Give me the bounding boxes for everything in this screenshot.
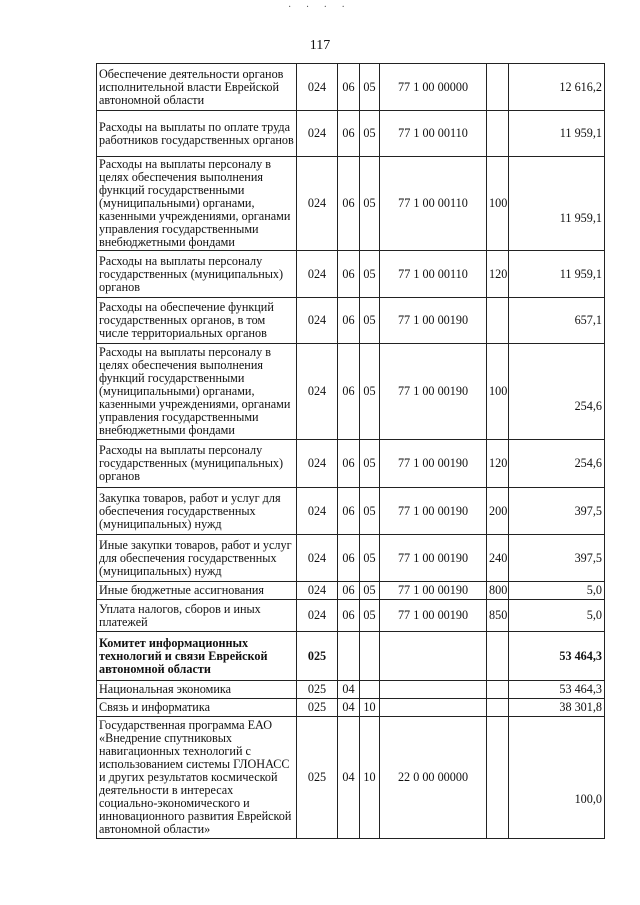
section-code: 04 [338, 681, 360, 699]
section-code: 06 [338, 251, 360, 298]
section-code: 06 [338, 64, 360, 111]
subsection-code: 10 [360, 699, 380, 717]
grbs-code: 024 [297, 64, 338, 111]
expense-type-code: 100 [487, 157, 509, 251]
row-name: Иные закупки товаров, работ и услуг для обеспечения государственных (муниципальных) нужд [97, 535, 297, 582]
expense-type-code: 100 [487, 344, 509, 440]
target-article-code: 77 1 00 00000 [380, 64, 487, 111]
section-code: 06 [338, 344, 360, 440]
subsection-code [360, 632, 380, 681]
amount: 11 959,1 [509, 157, 605, 251]
amount: 100,0 [509, 717, 605, 839]
section-code: 04 [338, 699, 360, 717]
section-code: 06 [338, 298, 360, 344]
target-article-code: 77 1 00 00190 [380, 298, 487, 344]
target-article-code: 77 1 00 00190 [380, 440, 487, 488]
expense-type-code: 850 [487, 600, 509, 632]
scan-artifact: · · · · [288, 2, 351, 13]
amount: 254,6 [509, 440, 605, 488]
row-name: Расходы на выплаты персоналу государственных (муниципальных) органов [97, 251, 297, 298]
target-article-code [380, 632, 487, 681]
amount: 53 464,3 [509, 681, 605, 699]
row-name: Связь и информатика [97, 699, 297, 717]
subsection-code [360, 681, 380, 699]
expense-type-code: 120 [487, 440, 509, 488]
section-code: 04 [338, 717, 360, 839]
subsection-code: 10 [360, 717, 380, 839]
section-code: 06 [338, 440, 360, 488]
subsection-code: 05 [360, 64, 380, 111]
expense-type-code [487, 681, 509, 699]
expense-type-code [487, 64, 509, 111]
section-code: 06 [338, 488, 360, 535]
target-article-code: 77 1 00 00110 [380, 111, 487, 157]
row-name: Национальная экономика [97, 681, 297, 699]
grbs-code: 025 [297, 717, 338, 839]
row-name: Расходы на выплаты персоналу государственных (муниципальных) органов [97, 440, 297, 488]
amount: 5,0 [509, 582, 605, 600]
target-article-code [380, 699, 487, 717]
expense-type-code [487, 632, 509, 681]
row-name: Закупка товаров, работ и услуг для обеспечения государственных (муниципальных) нужд [97, 488, 297, 535]
grbs-code: 024 [297, 111, 338, 157]
subsection-code: 05 [360, 111, 380, 157]
page-number: 117 [309, 38, 331, 53]
section-code: 06 [338, 535, 360, 582]
amount: 11 959,1 [509, 251, 605, 298]
target-article-code: 77 1 00 00110 [380, 251, 487, 298]
target-article-code: 77 1 00 00110 [380, 157, 487, 251]
expense-type-code: 800 [487, 582, 509, 600]
row-name: Комитет информационных технологий и связи Еврейской автономной области [97, 632, 297, 681]
amount: 5,0 [509, 600, 605, 632]
grbs-code: 024 [297, 582, 338, 600]
expense-type-code [487, 298, 509, 344]
expense-type-code: 120 [487, 251, 509, 298]
grbs-code: 024 [297, 344, 338, 440]
subsection-code: 05 [360, 582, 380, 600]
grbs-code: 024 [297, 488, 338, 535]
subsection-code: 05 [360, 157, 380, 251]
grbs-code: 024 [297, 298, 338, 344]
section-code: 06 [338, 600, 360, 632]
row-name: Расходы на обеспечение функций государственных органов, в том числе территориальных органов [97, 298, 297, 344]
subsection-code: 05 [360, 535, 380, 582]
subsection-code: 05 [360, 298, 380, 344]
section-code: 06 [338, 582, 360, 600]
expense-type-code [487, 717, 509, 839]
row-name: Государственная программа ЕАО «Внедрение спутниковых навигационных технологий с использованием системы ГЛОНАСС и других результатов космической деятельности в интересах социально-экономического и инновационного развития Еврейской автономной области» [97, 717, 297, 839]
subsection-code: 05 [360, 251, 380, 298]
grbs-code: 025 [297, 632, 338, 681]
section-code: 06 [338, 111, 360, 157]
row-name: Обеспечение деятельности органов исполнительной власти Еврейской автономной области [97, 64, 297, 111]
subsection-code: 05 [360, 488, 380, 535]
amount: 657,1 [509, 298, 605, 344]
amount: 397,5 [509, 488, 605, 535]
target-article-code: 77 1 00 00190 [380, 344, 487, 440]
budget-table [96, 63, 605, 839]
section-code: 06 [338, 157, 360, 251]
expense-type-code [487, 111, 509, 157]
target-article-code: 77 1 00 00190 [380, 600, 487, 632]
grbs-code: 024 [297, 440, 338, 488]
target-article-code: 77 1 00 00190 [380, 535, 487, 582]
grbs-code: 024 [297, 535, 338, 582]
subsection-code: 05 [360, 600, 380, 632]
target-article-code: 77 1 00 00190 [380, 488, 487, 535]
row-name: Расходы на выплаты персоналу в целях обеспечения выполнения функций государственными (муниципальными) органами, казенными учреждениями, органами управления государственными внебюджетными фондами [97, 157, 297, 251]
subsection-code: 05 [360, 344, 380, 440]
row-name: Расходы на выплаты по оплате труда работников государственных органов [97, 111, 297, 157]
grbs-code: 024 [297, 251, 338, 298]
row-name: Иные бюджетные ассигнования [97, 582, 297, 600]
row-name: Расходы на выплаты персоналу в целях обеспечения выполнения функций государственными (муниципальными) органами, казенными учреждениями, органами управления государственными внебюджетными фондами [97, 344, 297, 440]
expense-type-code: 200 [487, 488, 509, 535]
subsection-code: 05 [360, 440, 380, 488]
amount: 53 464,3 [509, 632, 605, 681]
amount: 38 301,8 [509, 699, 605, 717]
row-name: Уплата налогов, сборов и иных платежей [97, 600, 297, 632]
expense-type-code: 240 [487, 535, 509, 582]
grbs-code: 025 [297, 699, 338, 717]
amount: 254,6 [509, 344, 605, 440]
target-article-code: 77 1 00 00190 [380, 582, 487, 600]
amount: 397,5 [509, 535, 605, 582]
amount: 12 616,2 [509, 64, 605, 111]
target-article-code: 22 0 00 00000 [380, 717, 487, 839]
target-article-code [380, 681, 487, 699]
amount: 11 959,1 [509, 111, 605, 157]
expense-type-code [487, 699, 509, 717]
grbs-code: 024 [297, 600, 338, 632]
section-code [338, 632, 360, 681]
grbs-code: 024 [297, 157, 338, 251]
grbs-code: 025 [297, 681, 338, 699]
